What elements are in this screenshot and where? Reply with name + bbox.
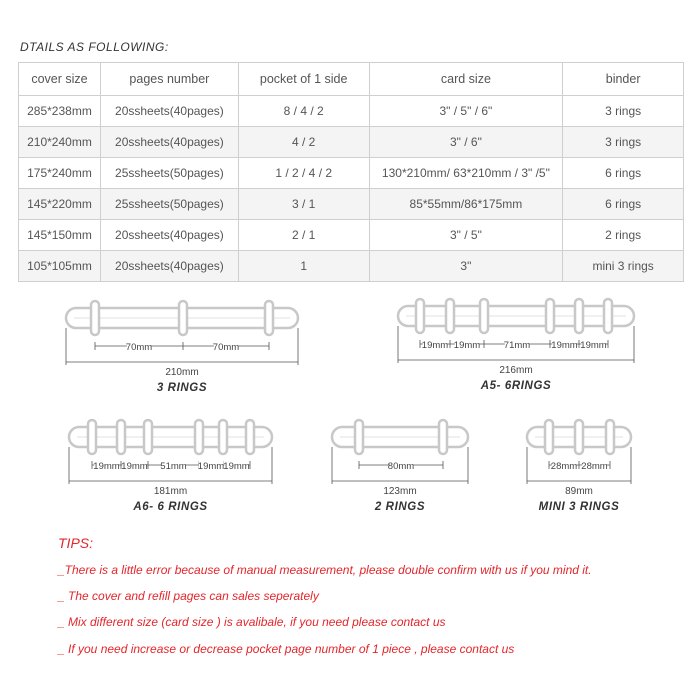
binder-ring <box>117 420 125 454</box>
binder-ring <box>179 301 187 335</box>
segment-label: 19mm <box>453 340 481 351</box>
binder-ring <box>606 420 614 454</box>
table-cell: 85*55mm/86*175mm <box>369 189 563 220</box>
segment-label: 71mm <box>503 340 531 351</box>
table-cell: 3" / 6" <box>369 127 563 158</box>
binder-ring <box>439 420 447 454</box>
total-length-label: 216mm <box>499 365 533 376</box>
binder-title: MINI 3 RINGS <box>538 501 620 513</box>
binder-ring <box>88 420 96 454</box>
table-cell: 2 / 1 <box>238 220 369 251</box>
segment-label: 19mm <box>197 461 225 472</box>
total-length-label: 210mm <box>165 367 199 378</box>
table-cell: 20ssheets(40pages) <box>100 127 238 158</box>
table-cell: mini 3 rings <box>563 251 684 282</box>
header-cover-size: cover size <box>19 63 101 96</box>
a5-six-rings-diagram <box>398 299 634 392</box>
table-cell: 8 / 4 / 2 <box>238 96 369 127</box>
binder-title: 2 RINGS <box>374 501 426 513</box>
table-cell: 4 / 2 <box>238 127 369 158</box>
binder-title: A5- 6RINGS <box>480 380 552 392</box>
table-cell: 20ssheets(40pages) <box>100 220 238 251</box>
two-rings-diagram <box>332 420 468 513</box>
binder-ring <box>91 301 99 335</box>
table-cell: 3 rings <box>563 127 684 158</box>
header-card-size: card size <box>369 63 563 96</box>
binder-ring <box>575 299 583 333</box>
binder-ring <box>355 420 363 454</box>
table-cell: 145*220mm <box>19 189 101 220</box>
tip-item: _There is a little error because of manual measurement, please double confirm with us if you mind it. <box>58 563 592 577</box>
binder-ring <box>546 299 554 333</box>
binder-ring <box>416 299 424 333</box>
binder-ring <box>195 420 203 454</box>
table-cell: 1 / 2 / 4 / 2 <box>238 158 369 189</box>
total-length-label: 89mm <box>565 486 593 497</box>
segment-label: 28mm <box>581 461 608 472</box>
table-cell: 6 rings <box>563 189 684 220</box>
binder-ring <box>246 420 254 454</box>
table-cell: 210*240mm <box>19 127 101 158</box>
segment-label: 70mm <box>212 342 240 353</box>
binder-ring <box>604 299 612 333</box>
segment-label: 19mm <box>580 340 607 351</box>
segment-label: 80mm <box>387 461 415 472</box>
binder-title: 3 RINGS <box>156 382 208 394</box>
binder-ring <box>545 420 553 454</box>
table-cell: 1 <box>238 251 369 282</box>
binder-ring <box>265 301 273 335</box>
table-cell: 3" / 5" <box>369 220 563 251</box>
tip-item: _ Mix different size (card size ) is avalibale, if you need please contact us <box>58 615 446 629</box>
tip-item: _ The cover and refill pages can sales seperately <box>58 589 319 603</box>
total-length-label: 123mm <box>383 486 417 497</box>
segment-label: 19mm <box>421 340 449 351</box>
table-cell: 20ssheets(40pages) <box>100 96 238 127</box>
header-pages-number: pages number <box>100 63 238 96</box>
segment-label: 28mm <box>550 461 578 472</box>
binder-ring <box>144 420 152 454</box>
details-heading: DTAILS AS FOLLOWING: <box>20 40 169 54</box>
table-cell: 3 / 1 <box>238 189 369 220</box>
table-cell: 25ssheets(50pages) <box>100 158 238 189</box>
table-cell: 2 rings <box>563 220 684 251</box>
table-cell: 3 rings <box>563 96 684 127</box>
table-cell: 130*210mm/ 63*210mm / 3" /5" <box>369 158 563 189</box>
table-cell: 175*240mm <box>19 158 101 189</box>
tips-title: TIPS: <box>58 535 94 551</box>
segment-label: 19mm <box>223 461 250 472</box>
segment-label: 19mm <box>93 461 120 472</box>
table-cell: 145*150mm <box>19 220 101 251</box>
table-cell: 25ssheets(50pages) <box>100 189 238 220</box>
segment-label: 70mm <box>125 342 153 353</box>
table-cell: 3" <box>369 251 563 282</box>
total-length-label: 181mm <box>153 486 188 497</box>
table-cell: 20ssheets(40pages) <box>100 251 238 282</box>
table-cell: 6 rings <box>563 158 684 189</box>
binder-ring <box>480 299 488 333</box>
table-cell: 285*238mm <box>19 96 101 127</box>
segment-label: 51mm <box>160 461 187 472</box>
mini-three-rings-diagram <box>527 420 631 513</box>
table-cell: 105*105mm <box>19 251 101 282</box>
header-pocket: pocket of 1 side <box>238 63 369 96</box>
table-cell: 3" / 5" / 6" <box>369 96 563 127</box>
tip-item: _ If you need increase or decrease pocket page number of 1 piece , please contact us <box>58 642 515 656</box>
a6-six-rings-diagram <box>69 420 272 513</box>
binder-title: A6- 6 RINGS <box>133 501 208 513</box>
binder-ring <box>219 420 227 454</box>
binder-ring <box>575 420 583 454</box>
segment-label: 19mm <box>551 340 578 351</box>
header-binder: binder <box>563 63 684 96</box>
binder-ring <box>446 299 454 333</box>
segment-label: 19mm <box>121 461 148 472</box>
three-rings-diagram <box>66 301 298 394</box>
